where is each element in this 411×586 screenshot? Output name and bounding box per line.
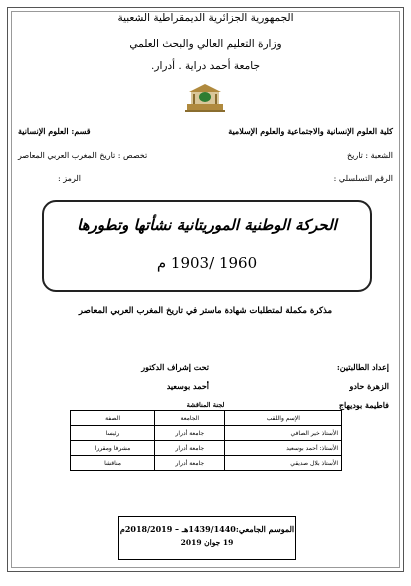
column-header: الصفة: [71, 411, 155, 426]
branch-value: تاريخ: [346, 151, 363, 160]
student-name: فاطيمة بوديهاج: [338, 400, 389, 410]
table-cell: الأستاذ بلال صديقي: [225, 456, 342, 471]
academic-season-box: [118, 516, 296, 560]
serial-label: الرقم التسلسلي :: [333, 174, 393, 183]
column-header: الجامعة: [155, 411, 225, 426]
supervisor-column: [141, 358, 209, 396]
branch-row: [18, 151, 393, 160]
department-label: قسم:: [71, 126, 91, 136]
branch-label: الشعبة :: [362, 151, 393, 160]
column-header: الإسم واللقب: [225, 411, 342, 426]
table-cell: الأستاذ خير الصافي: [225, 426, 342, 441]
defense-date: 19 جوان 2019: [180, 538, 234, 547]
table-row: [71, 426, 342, 441]
code-label: الرمز :: [58, 174, 82, 183]
faculty-row: [18, 126, 393, 136]
table-header-row: [71, 411, 342, 426]
table-cell: رئيسا: [71, 426, 155, 441]
table-cell: مناقشا: [71, 456, 155, 471]
committee-title: لجنة المناقشة: [186, 401, 225, 409]
specialty-value: تاريخ المغرب العربي المعاصر: [18, 151, 116, 160]
thesis-title-box: [42, 200, 372, 292]
prepared-label: إعداد الطالبتين:: [336, 362, 389, 372]
committee-table: [70, 410, 342, 471]
ministry-heading: وزارة التعليم العالي والبحث العلمي: [129, 38, 282, 50]
supervisor-name: أحمد بوسعيد: [166, 381, 209, 391]
department-field: [18, 126, 91, 136]
table-cell: جامعة أدرار: [155, 456, 225, 471]
student-name: الزهرة حادو: [349, 381, 389, 391]
document-page: [7, 7, 404, 572]
table-row: [71, 456, 342, 471]
academic-season: الموسم الجامعي:1439/1440هـ – 2018/2019م: [119, 524, 295, 534]
table-cell: جامعة أدرار: [155, 441, 225, 456]
specialty-label: تخصص :: [115, 151, 148, 160]
supervisor-label: تحت إشراف الدكتور: [141, 362, 209, 372]
thesis-title: الحركة الوطنية الموريتانية نشأتها وتطورها: [77, 216, 337, 234]
memo-description: مذكرة مكملة لمتطلبات شهادة ماستر في تاريخ المغرب العربي المعاصر: [78, 306, 333, 316]
specialty-field: [18, 151, 147, 160]
table-cell: الأستاذ: أحمد بوسعيد: [225, 441, 342, 456]
table-row: [71, 441, 342, 456]
table-cell: مشرفا ومقررا: [71, 441, 155, 456]
thesis-years: 1960 /1903 م: [156, 254, 258, 272]
republic-heading: الجمهورية الجزائرية الديمقراطية الشعبية: [117, 12, 294, 24]
department-value: العلوم الإنسانية: [18, 126, 69, 136]
faculty-name: كلية العلوم الإنسانية والاجتماعية والعلوم الإسلامية: [228, 126, 393, 136]
university-logo-icon: [185, 82, 225, 114]
table-cell: جامعة أدرار: [155, 426, 225, 441]
serial-row: [18, 174, 393, 183]
branch-field: [347, 151, 393, 160]
university-heading: جامعة أحمد دراية . أدرار.: [151, 60, 260, 72]
